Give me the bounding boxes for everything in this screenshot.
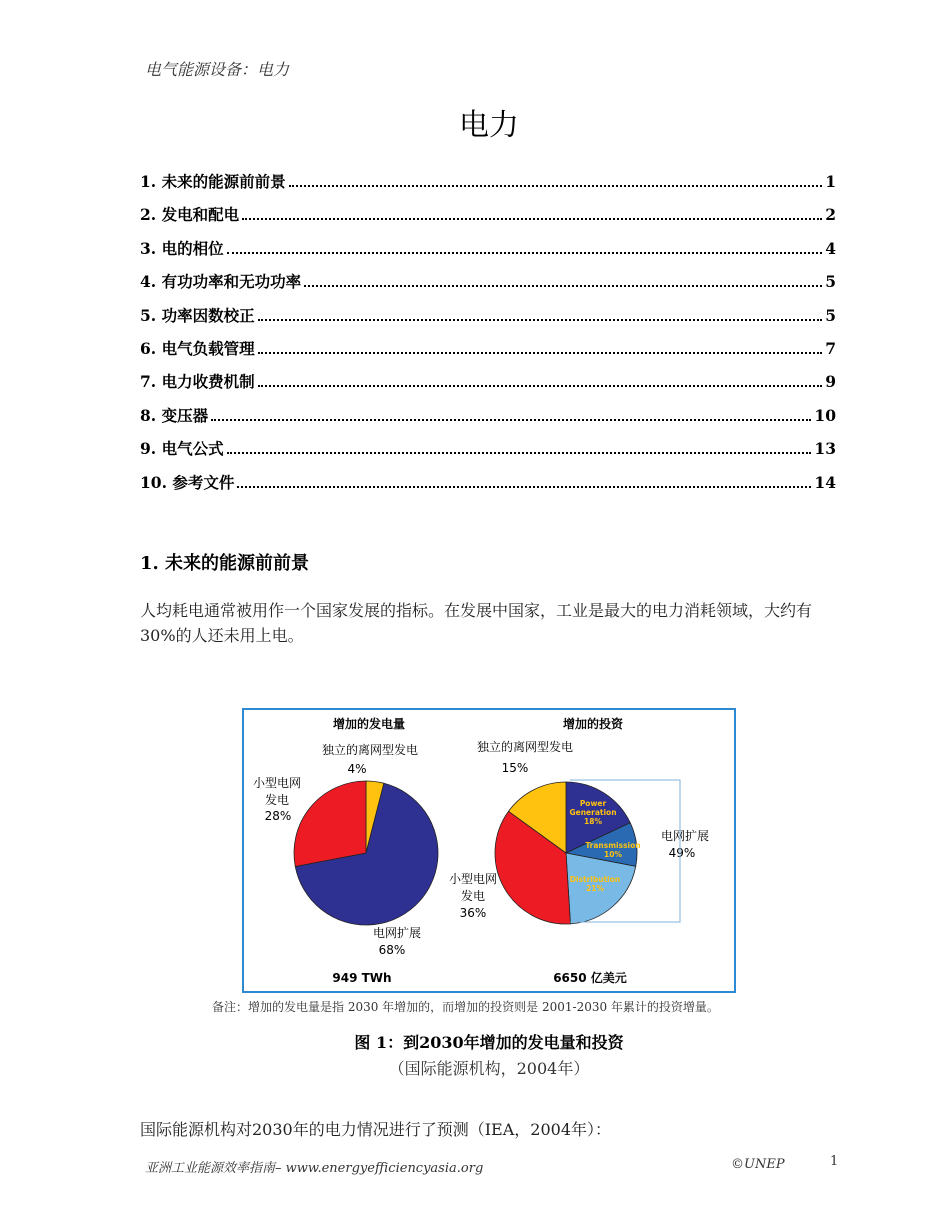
toc-entry-label: 6. 电气负载管理 bbox=[140, 338, 255, 358]
toc-entry[interactable] bbox=[140, 370, 836, 403]
toc-entry-label: 3. 电的相位 bbox=[140, 238, 224, 258]
left-grid-pct: 68% bbox=[378, 943, 406, 957]
left-grid-label: 电网扩展 bbox=[372, 926, 422, 940]
toc-entry-page: 1 bbox=[825, 172, 836, 191]
gen-label-2: Generation bbox=[569, 808, 617, 817]
toc-entry-label: 5. 功率因数校正 bbox=[140, 305, 255, 325]
left-offgrid-label: 独立的离网型发电 bbox=[321, 743, 419, 757]
toc-entry-label: 10. 参考文件 bbox=[140, 472, 235, 492]
toc-leader-dots bbox=[211, 419, 811, 421]
toc-entry-page: 4 bbox=[825, 238, 836, 258]
section-paragraph: 人均耗电通常被用作一个国家发展的指标。在发展中国家，工业是最大的电力消耗领域，大约有 30%的人还未用上电。 bbox=[140, 601, 813, 645]
left-chart-title: 增加的发电量 bbox=[332, 717, 406, 731]
left-mini-pct: 28% bbox=[264, 809, 292, 823]
toc-entry-label: 2. 发电和配电 bbox=[140, 205, 240, 225]
gen-label-1: Power bbox=[579, 799, 607, 808]
figure-source: （国际能源机构，2004年） bbox=[388, 1059, 590, 1078]
toc-entry[interactable] bbox=[140, 304, 836, 337]
left-mini-label-1: 小型电网 bbox=[252, 776, 302, 790]
left-pie bbox=[294, 781, 438, 925]
toc-entry-label: 1. 未来的能源前前景 bbox=[140, 172, 286, 191]
toc-entry[interactable] bbox=[140, 270, 836, 303]
toc-leader-dots bbox=[237, 486, 811, 488]
toc-leader-dots bbox=[227, 252, 823, 254]
figure-caption: 图 1：到2030年增加的发电量和投资 bbox=[354, 1033, 624, 1052]
toc-entry-label: 8. 变压器 bbox=[140, 405, 209, 425]
right-mini-label-2: 发电 bbox=[460, 889, 486, 903]
section-heading: 1. 未来的能源前前景 bbox=[140, 553, 310, 574]
toc-leader-dots bbox=[258, 319, 823, 321]
running-header: 电气能源设备：电力 bbox=[145, 60, 290, 79]
toc-entry-page: 13 bbox=[814, 439, 836, 459]
gen-pct: 18% bbox=[584, 817, 602, 826]
left-offgrid-pct: 4% bbox=[347, 762, 367, 776]
toc-entry-page: 7 bbox=[825, 338, 836, 358]
toc-entry-label: 9. 电气公式 bbox=[140, 439, 224, 459]
right-offgrid-pct: 15% bbox=[501, 761, 529, 775]
footer-left: 亚洲工业能源效率指南– www.energyefficiencyasia.org bbox=[145, 1161, 484, 1176]
toc-entry[interactable] bbox=[140, 170, 836, 203]
trans-pct: 10% bbox=[604, 850, 622, 859]
right-offgrid-label: 独立的离网型发电 bbox=[476, 740, 574, 754]
toc-leader-dots bbox=[304, 285, 822, 287]
toc-leader-dots bbox=[242, 218, 822, 220]
right-mini-pct: 36% bbox=[459, 906, 487, 920]
pie-slice-mini-grid bbox=[294, 781, 366, 866]
right-mini-label-1: 小型电网 bbox=[448, 872, 498, 886]
toc-entry-page: 9 bbox=[825, 372, 836, 392]
right-grid-pct: 49% bbox=[668, 846, 696, 860]
toc-entry[interactable] bbox=[140, 237, 836, 270]
figure-svg bbox=[244, 710, 738, 995]
toc-entry-page: 2 bbox=[825, 205, 836, 225]
figure-pie-charts bbox=[242, 708, 736, 993]
left-total: 949 TWh bbox=[332, 971, 392, 985]
right-total: 6650 亿美元 bbox=[553, 971, 627, 985]
table-of-contents bbox=[140, 170, 836, 504]
footer-copyright: ©UNEP bbox=[731, 1157, 785, 1172]
toc-entry[interactable] bbox=[140, 437, 836, 470]
toc-entry-label: 7. 电力收费机制 bbox=[140, 372, 255, 392]
figure-note: 备注：增加的发电量是指 2030 年增加的，而增加的投资则是 2001-2030 年累计的投资增量。 bbox=[212, 1000, 719, 1014]
toc-entry[interactable] bbox=[140, 203, 836, 236]
right-chart-title: 增加的投资 bbox=[562, 717, 624, 731]
toc-entry[interactable] bbox=[140, 404, 836, 437]
page-number: 1 bbox=[830, 1154, 839, 1169]
toc-leader-dots bbox=[227, 452, 812, 454]
toc-entry-page: 14 bbox=[814, 472, 836, 492]
body-paragraph: 国际能源机构对2030年的电力情况进行了预测（IEA，2004年）： bbox=[140, 1120, 611, 1139]
left-mini-label-2: 发电 bbox=[264, 793, 290, 807]
toc-leader-dots bbox=[289, 185, 823, 187]
toc-entry-page: 10 bbox=[814, 405, 836, 425]
toc-entry[interactable] bbox=[140, 337, 836, 370]
toc-leader-dots bbox=[258, 352, 823, 354]
dist-pct: 21% bbox=[586, 884, 604, 893]
toc-entry-label: 4. 有功功率和无功功率 bbox=[140, 272, 302, 292]
trans-label: Transmission bbox=[585, 841, 641, 850]
right-grid-label: 电网扩展 bbox=[660, 829, 710, 843]
toc-entry[interactable] bbox=[140, 471, 836, 504]
dist-label: Distribution bbox=[569, 875, 621, 884]
toc-entry-page: 5 bbox=[825, 272, 836, 292]
toc-leader-dots bbox=[258, 385, 823, 387]
document-title: 电力 bbox=[459, 108, 519, 143]
toc-entry-page: 5 bbox=[825, 305, 836, 325]
